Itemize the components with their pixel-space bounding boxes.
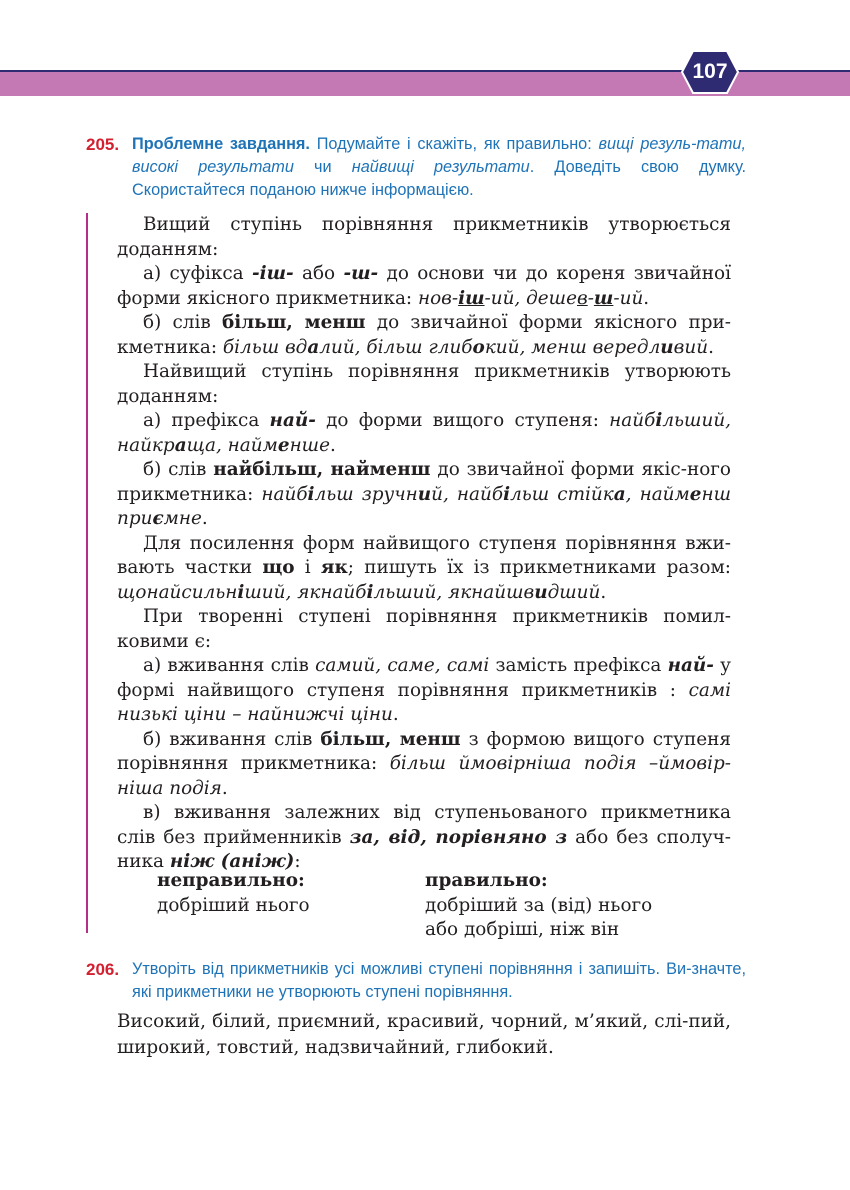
theory-paragraph: а) суфікса -іш- або -ш- до основи чи до кореня звичайної форми якісного прикметника: нов-іш-ий, дешев-ш-ий.: [117, 263, 731, 309]
page-number: 107: [692, 60, 728, 83]
theory-paragraph: Для посилення форм найвищого ступеня порівняння вжи-вають частки що і як; пишуть їх із прикметниками разом: щонайсильніший, якнайбільший, якнайшвидший.: [117, 532, 731, 603]
task-number: 205.: [86, 135, 120, 154]
word-list-text: Високий, білий, приємний, красивий, чорний, м’який, слі-пий, широкий, товстий, надзвичайний, глибокий.: [117, 1011, 731, 1058]
theory-paragraph: а) префікса най- до форми вищого ступеня: найбільший, найкраща, найменше.: [117, 410, 732, 456]
right-header: правильно:: [425, 870, 548, 891]
task-206: [86, 958, 746, 1004]
theory-paragraph: а) вживання слів самий, саме, самі замість префікса най- у формі найвищого ступеня порівняння прикметників : самі низькі ціни – найнижчі ціни.: [117, 655, 732, 725]
theory-paragraph: б) слів найбільш, найменш до звичайної форми якіс-ного прикметника: найбільш зручний, найбільш стійка, найменш приємне.: [117, 459, 732, 529]
theory-paragraph: Найвищий ступінь порівняння прикметників утворюють доданням:: [117, 361, 731, 407]
page-number-badge: [681, 50, 739, 94]
theory-paragraph: Вищий ступінь порівняння прикметників утворюється доданням:: [117, 214, 731, 260]
theory-paragraph: б) слів більш, менш до звичайної форми якісного при-кметника: більш вдалий, більш глибокий, менш вередливий.: [117, 312, 731, 358]
wrong-column: [157, 869, 417, 918]
theory-block: [117, 213, 731, 875]
right-column: [425, 869, 725, 943]
task-text: Проблемне завдання. Подумайте і скажіть, як правильно: вищі резуль-тати, високі результати чи найвищі результати. Доведіть свою думку. Скористайтеся поданою нижче інформацією.: [132, 135, 747, 199]
word-list: [117, 1009, 731, 1061]
task-text: Утворіть від прикметників усі можливі ступені порівняння і запишіть. Ви-значте, які прикметники не утворюють ступені порівняння.: [132, 960, 746, 1001]
right-example: добріший за (від) нього: [425, 894, 653, 916]
wrong-example: добріший нього: [157, 894, 310, 916]
theory-paragraph: б) вживання слів більш, менш з формою вищого ступеня порівняння прикметника: більш ймовірніша подія –ймовір-ніша подія.: [117, 728, 732, 799]
theory-paragraph: При творенні ступені порівняння прикметників помил-ковими є:: [117, 606, 731, 652]
wrong-header: неправильно:: [157, 870, 305, 891]
theory-side-rule: [86, 213, 88, 933]
task-number: 206.: [86, 960, 120, 979]
theory-paragraph: в) вживання залежних від ступеньованого прикметника слів без прийменників за, від, порівняно з або без сполуч-ника ніж (аніж):: [117, 802, 731, 872]
right-example: або добріші, ніж він: [425, 919, 620, 940]
task-205: [86, 133, 746, 202]
